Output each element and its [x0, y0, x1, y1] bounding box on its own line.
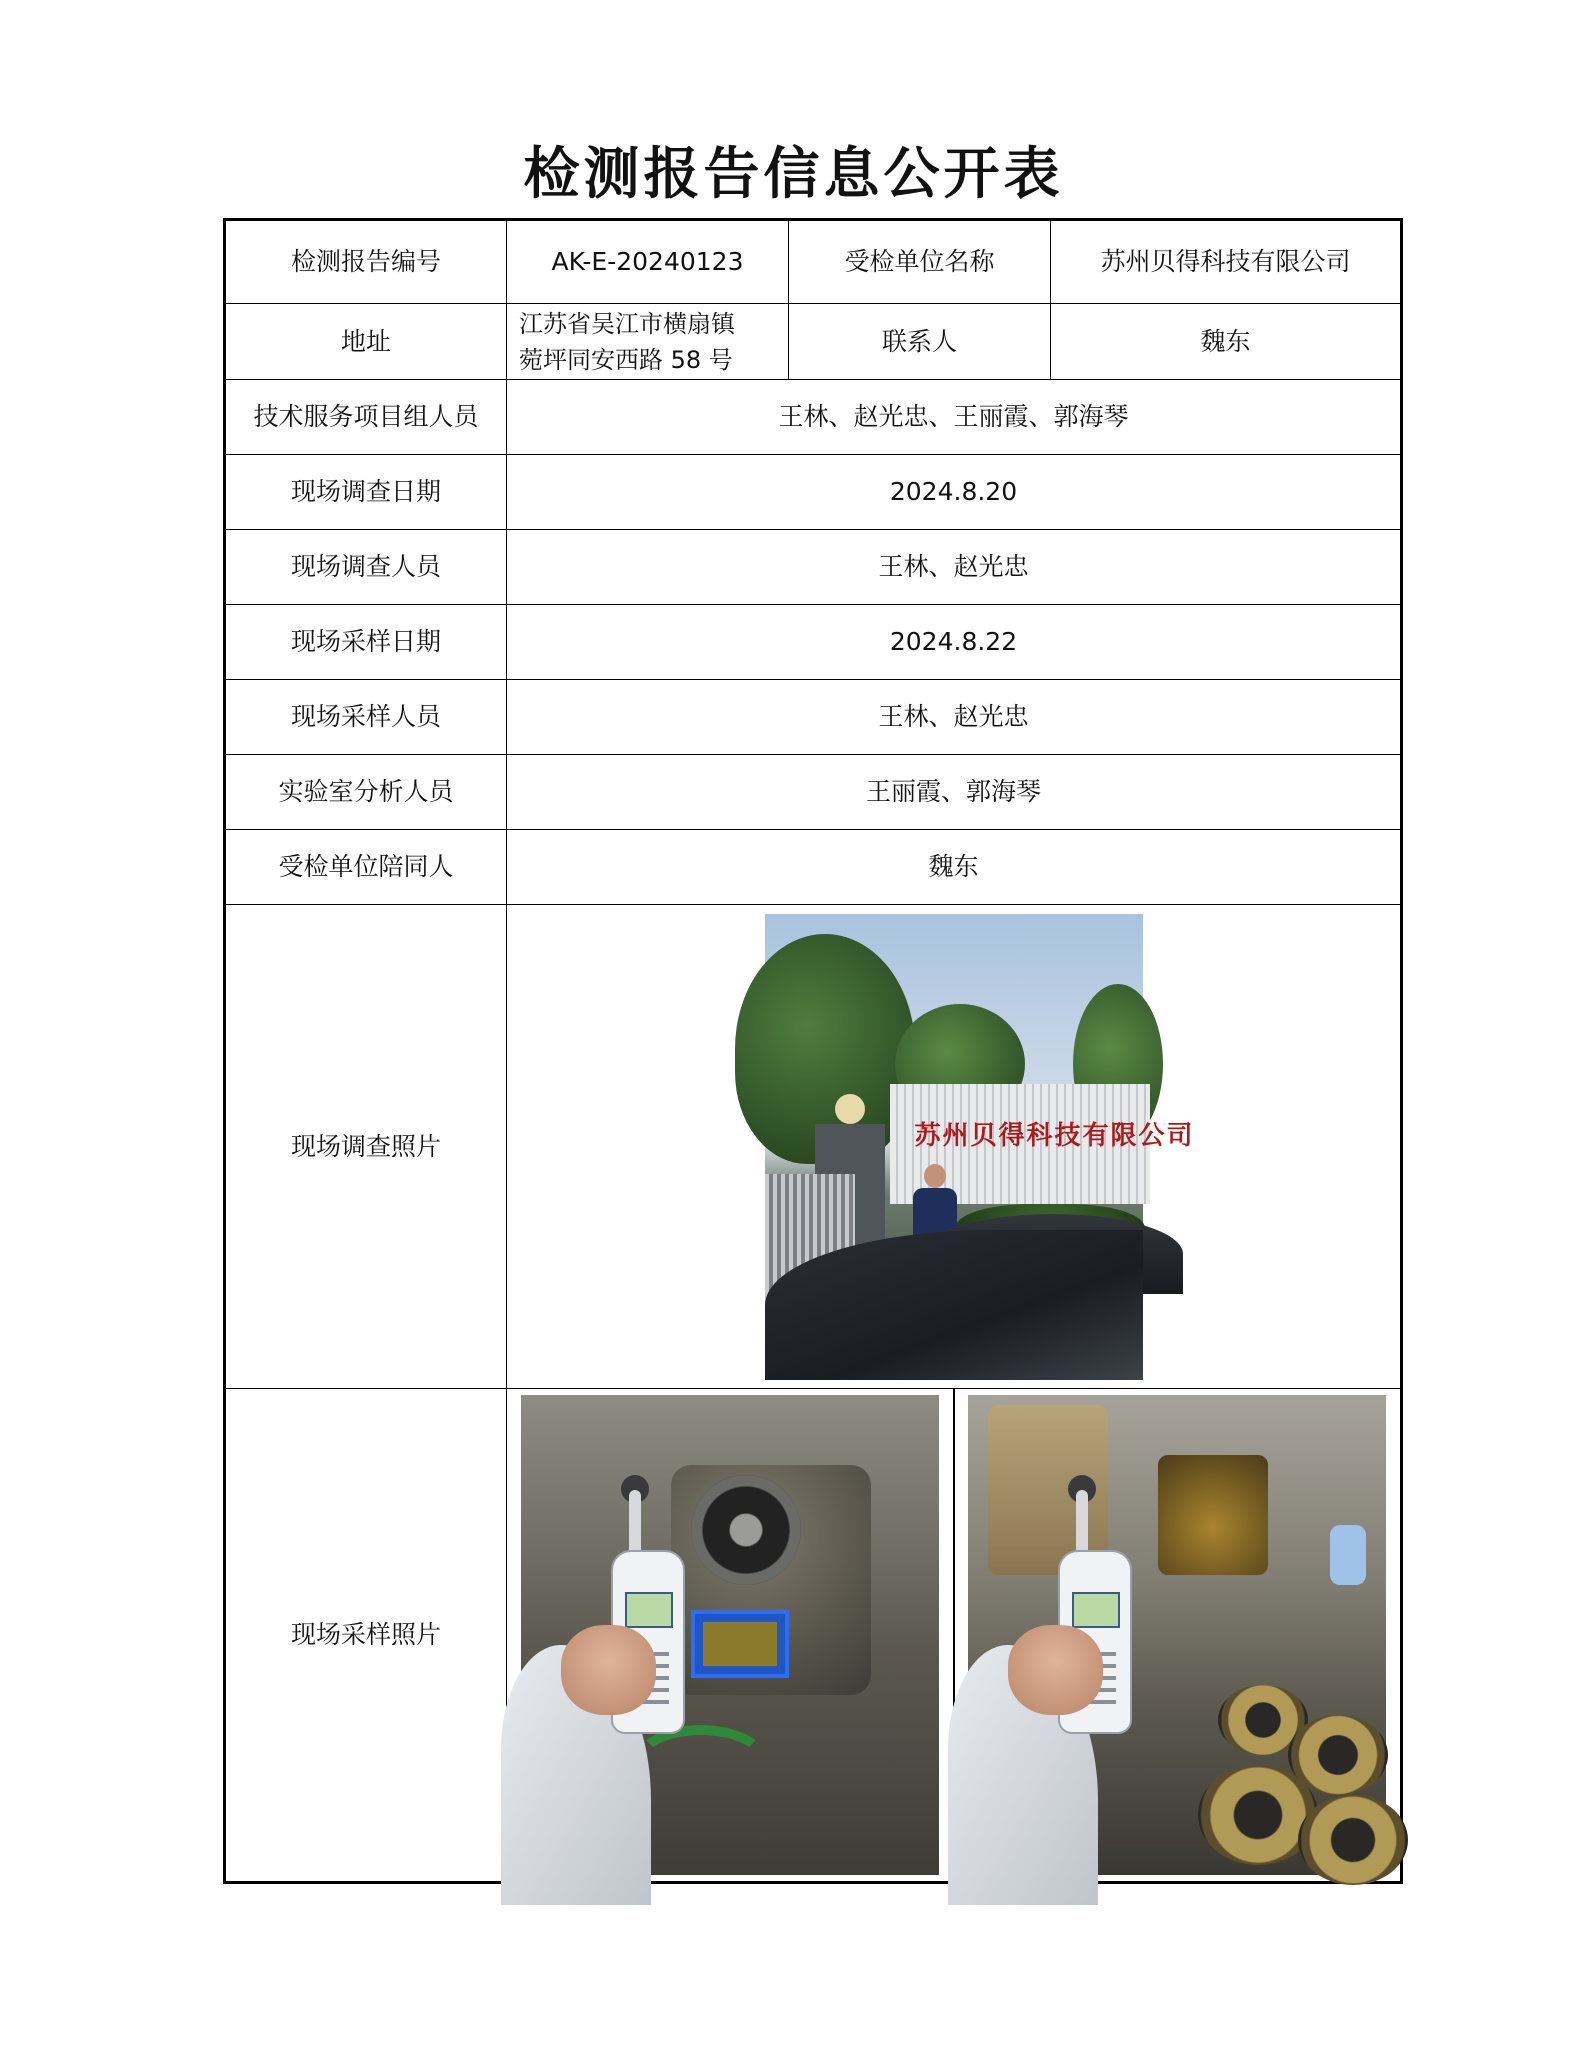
escort-label: 受检单位陪同人 [225, 830, 507, 905]
sampling-staff-label: 现场采样人员 [225, 680, 507, 755]
address-line-1: 江苏省吴江市横扇镇 [519, 309, 735, 338]
report-info-table [223, 218, 1403, 1884]
report-no-label: 检测报告编号 [225, 220, 507, 304]
lab-staff-value: 王丽霞、郭海琴 [507, 755, 1402, 830]
address-value [507, 304, 789, 380]
sampling-staff-value: 王林、赵光忠 [507, 680, 1402, 755]
sampling-photo-2 [968, 1395, 1386, 1875]
table-row [225, 380, 1402, 455]
table-row [225, 1389, 1402, 1883]
table-row [225, 455, 1402, 530]
address-line-2: 菀坪同安西路 58 号 [519, 345, 733, 374]
table-row [225, 755, 1402, 830]
sampling-photo-1 [521, 1395, 939, 1875]
team-value: 王林、赵光忠、王丽霞、郭海琴 [507, 380, 1402, 455]
report-no-value: AK-E-20240123 [507, 220, 789, 304]
survey-photo-cell [507, 905, 1402, 1389]
survey-staff-label: 现场调查人员 [225, 530, 507, 605]
table-row [225, 830, 1402, 905]
survey-photo [765, 914, 1195, 1380]
table-row [225, 304, 1402, 380]
survey-photo-label: 现场调查照片 [225, 905, 507, 1389]
table-row [225, 605, 1402, 680]
sampling-date-label: 现场采样日期 [225, 605, 507, 680]
address-label: 地址 [225, 304, 507, 380]
survey-date-label: 现场调查日期 [225, 455, 507, 530]
unit-name-value: 苏州贝得科技有限公司 [1051, 220, 1402, 304]
escort-value: 魏东 [507, 830, 1402, 905]
company-sign-text: 苏州贝得科技有限公司 [914, 1120, 1195, 1151]
lab-staff-label: 实验室分析人员 [225, 755, 507, 830]
page-title: 检测报告信息公开表 [523, 142, 1064, 207]
table-row [225, 530, 1402, 605]
team-label: 技术服务项目组人员 [225, 380, 507, 455]
contact-value: 魏东 [1051, 304, 1402, 380]
sampling-date-value: 2024.8.22 [507, 605, 1402, 680]
survey-date-value: 2024.8.20 [507, 455, 1402, 530]
sampling-photo-cell [507, 1389, 1402, 1883]
table-row [225, 680, 1402, 755]
survey-staff-value: 王林、赵光忠 [507, 530, 1402, 605]
table-row [225, 220, 1402, 304]
unit-name-label: 受检单位名称 [789, 220, 1051, 304]
contact-label: 联系人 [789, 304, 1051, 380]
table-row [225, 905, 1402, 1389]
sampling-photo-label: 现场采样照片 [225, 1389, 507, 1883]
